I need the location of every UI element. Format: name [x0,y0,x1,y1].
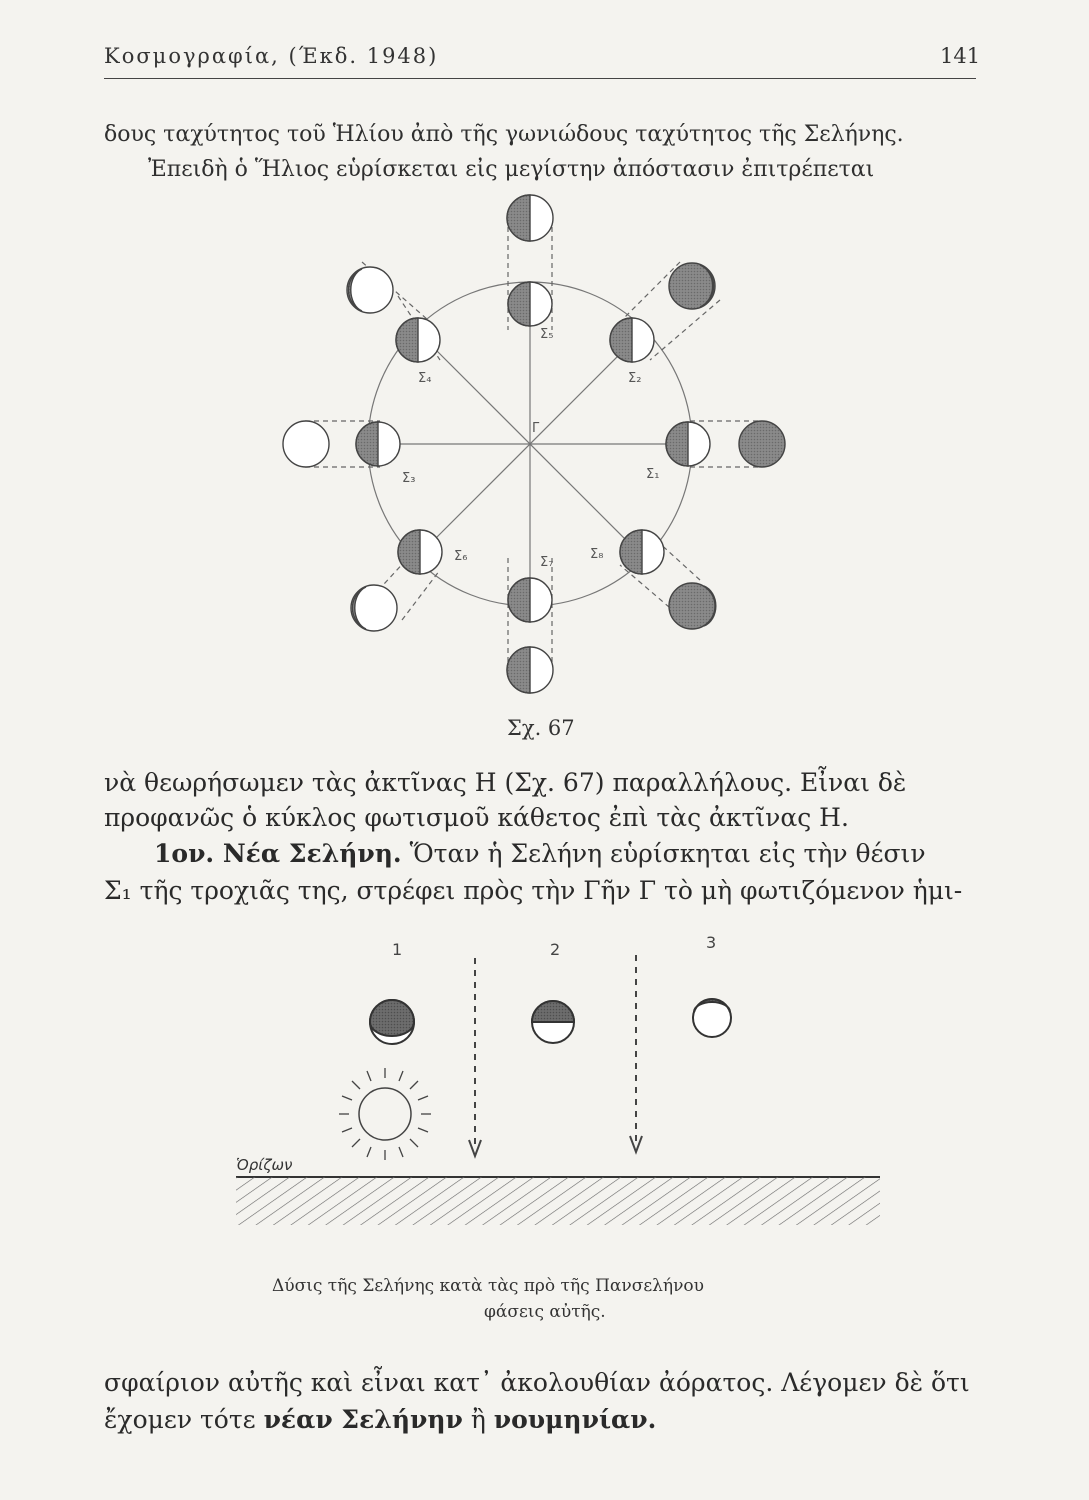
sun-icon [339,1068,431,1160]
phase-number: 3 [706,933,717,952]
orbit-label: Σ₅ [540,327,554,342]
paragraph-line: δους ταχύτητος τοῦ Ἡλίου ἀπὸ τῆς γωνιώδους ταχύτητος τῆς Σελήνης. [104,122,904,147]
paragraph-text: ἔχομεν τότε [104,1405,256,1434]
orbit-label: Σ₃ [402,471,416,486]
earth-center-label: Γ [532,421,540,436]
paragraph-line [104,1405,656,1434]
figure-caption: Δύσις τῆς Σελήνης κατὰ τὰς πρὸ τῆς Πανσελήνου [272,1276,704,1296]
moon-phase-3 [693,999,731,1037]
emphasis-term: νουμηνίαν. [493,1405,657,1434]
moon-phase-2 [532,1001,574,1043]
paragraph-text: Ὅταν ἡ Σελήνη εὑρίσκηται εἰς τὴν θέσιν [409,839,926,868]
paragraph-line: νὰ θεωρήσωμεν τὰς ἀκτῖνας Η (Σχ. 67) παραλλήλους. Εἶναι δὲ [104,768,907,797]
moon-phase-1 [370,1000,414,1044]
section-heading: 1ον. Νέα Σελήνη. [154,839,402,868]
orbit-label: Σ₁ [646,467,660,482]
figure-caption: φάσεις αὐτῆς. [484,1302,606,1322]
orbit-label: Σ₆ [454,549,468,564]
phase-number: 1 [392,940,403,959]
figure-caption: Σχ. 67 [507,716,575,740]
ground-hatching [236,1177,880,1225]
paragraph-line: σφαίριον αὐτῆς καὶ εἶναι κατ᾿ ἀκολουθίαν ἀόρατος. Λέγομεν δὲ ὅτι [104,1368,970,1397]
phase-number: 2 [550,940,561,959]
orbit-label: Σ₄ [418,371,432,386]
running-header-title: Κοσμογραφία, (Έκδ. 1948) [104,44,439,68]
paragraph-text: ἢ [470,1405,486,1434]
orbit-label: Σ₇ [540,555,554,570]
orbit-label: Σ₂ [628,371,642,386]
moonset-phases [370,999,731,1044]
emphasis-term: νέαν Σελήνην [263,1405,463,1434]
paragraph-line: Σ₁ τῆς τροχιᾶς της, στρέφει πρὸς τὴν Γῆν Γ τὸ μὴ φωτιζόμενον ἡμι- [104,876,963,905]
moon-path-arrows [475,955,636,1150]
orbit-label: Σ₈ [590,547,604,562]
horizon-label: Ὁρίζων [236,1156,293,1174]
page-number: 141 [940,44,981,68]
paragraph-line: προφανῶς ὁ κύκλος φωτισμοῦ κάθετος ἐπὶ τὰς ἀκτῖνας Η. [104,803,849,832]
paragraph-line: Ἐπειδὴ ὁ Ἥλιος εὑρίσκεται εἰς μεγίστην ἀπόστασιν ἐπιτρέπεται [148,157,875,182]
